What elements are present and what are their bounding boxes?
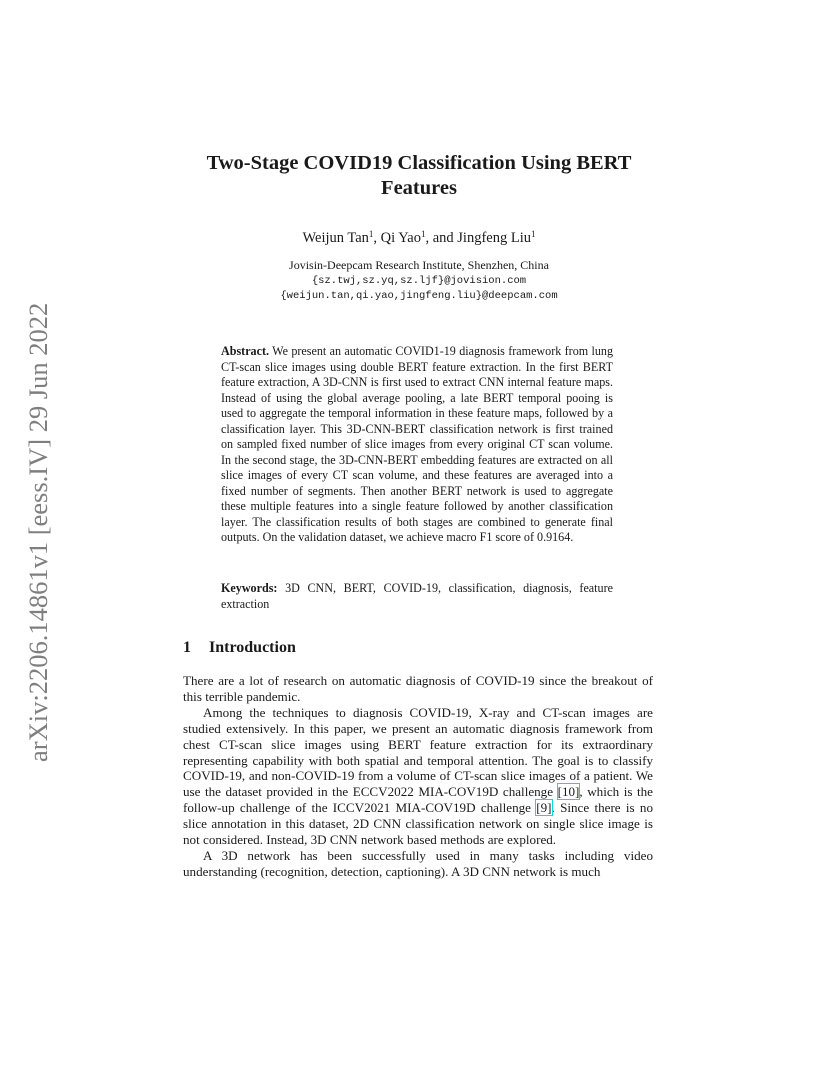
author-separator: , and <box>425 230 458 246</box>
paragraph-text: , which is the follow-up challenge of the ICCV2021 MIA-COV19D challenge <box>183 784 653 816</box>
author-name: Qi Yao <box>380 230 421 246</box>
keywords-text: 3D CNN, BERT, COVID-19, classification, diagnosis, feature extraction <box>221 581 613 611</box>
email-line-2: {weijun.tan,qi.yao,jingfeng.liu}@deepcam.com <box>280 290 558 302</box>
affiliation: Jovisin-Deepcam Research Institute, Shenzhen, China <box>289 258 549 272</box>
abstract-text: We present an automatic COVID1-19 diagnosis framework from lung CT-scan slice images using double BERT feature extraction. In the first BERT feature extraction, A 3D-CNN is first used to extract CNN internal feature maps. Instead of using the global average pooling, a late BERT temporal pooing is used to aggregate the temporal information in these feature maps, followed by a classification layer. This 3D-CNN-BERT classification network is first trained on sampled fixed number of slice images from every original CT scan volume. In the second stage, the 3D-CNN-BERT embedding features are extracted on all slice images of every CT scan volume, and these features are averaged into a fixed number of segments. Then another BERT network is used to aggregate these multiple features into a single feature followed by another classification layer. The classification results of both stages are combined to generate final outputs. On the validation dataset, we achieve macro F1 score of 0.9164. <box>221 344 613 544</box>
arxiv-identifier: arXiv:2206.14861v1 [eess.IV] 29 Jun 2022 <box>23 302 53 762</box>
section-number: 1 <box>183 639 191 656</box>
title-line-2: Features <box>381 177 457 199</box>
author-list <box>170 229 668 247</box>
paper-title <box>170 151 668 201</box>
abstract <box>221 344 613 546</box>
body-text <box>183 673 653 880</box>
paragraph-text: . Since there is no slice annotation in this dataset, 2D CNN classification network on single slice image is not considered. Instead, 3D CNN network based methods are explored. <box>183 800 653 848</box>
email-line-1: {sz.twj,sz.yq,sz.ljf}@jovision.com <box>311 274 527 287</box>
paragraph-text: Among the techniques to diagnosis COVID-19, X-ray and CT-scan images are studied extensively. In this paper, we present an automatic diagnosis framework from chest CT-scan slice images using BERT feature extraction for its extraordinary representing capability with both spatial and temporal attention. The goal is to classify COVID-19, and non-COVID-19 from a volume of CT-scan slice images of a patient. We use the dataset provided in the ECCV2022 MIA-COV19D challenge <box>183 704 653 800</box>
paragraph: There are a lot of research on automatic diagnosis of COVID-19 since the breakout of this terrible pandemic. <box>183 673 653 704</box>
keywords-label: Keywords: <box>221 581 278 595</box>
affiliation-block <box>170 258 668 305</box>
keywords <box>221 581 613 612</box>
paragraph <box>183 705 653 848</box>
section-title: Introduction <box>209 639 296 656</box>
author-affiliation-mark: 1 <box>420 229 426 239</box>
citation-link[interactable]: [9] <box>536 800 552 816</box>
abstract-label: Abstract. <box>221 344 270 358</box>
section-heading <box>183 638 653 658</box>
author-affiliation-mark: 1 <box>530 229 536 239</box>
title-line-1: Two-Stage COVID19 Classification Using BERT <box>206 152 632 174</box>
author-name: Weijun Tan <box>302 230 369 246</box>
citation-link[interactable]: [10] <box>557 784 580 800</box>
paragraph: A 3D network has been successfully used in many tasks including video understanding (recognition, detection, captioning). A 3D CNN network is much <box>183 847 653 879</box>
author-affiliation-mark: 1 <box>368 229 374 239</box>
author-name: Jingfeng Liu <box>457 230 531 246</box>
author-separator: , <box>373 230 381 246</box>
